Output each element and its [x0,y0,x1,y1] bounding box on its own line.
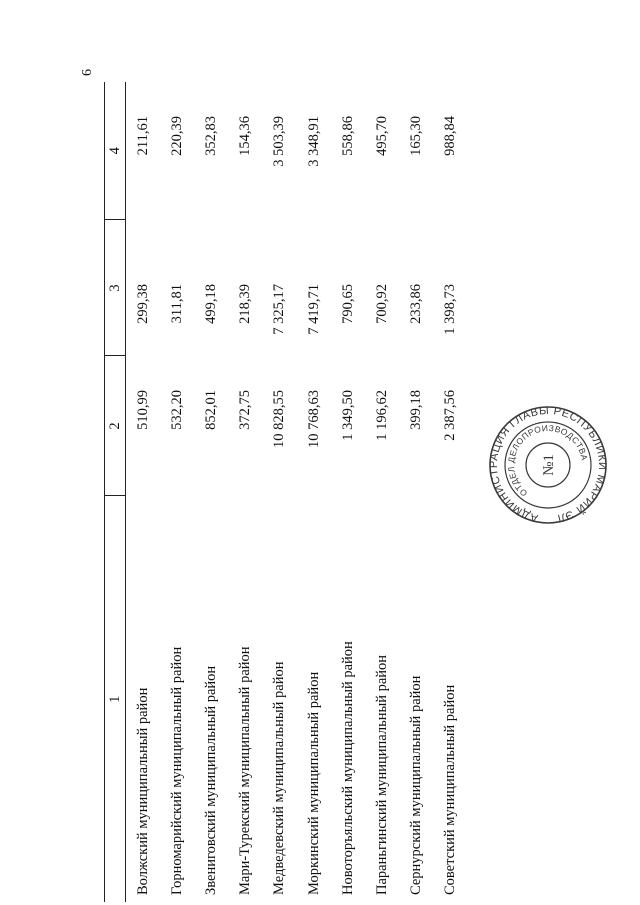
budget-table [104,82,468,902]
table-row [365,82,399,902]
district-name-cell: Сернурский муниципальный район [408,675,425,895]
district-name-cell: Горномарийский муниципальный район [168,646,185,895]
column-2-value-cell: 532,20 [168,390,185,430]
district-name-cell: Моркинский муниципальный район [305,671,322,895]
column-3-value-cell: 790,65 [339,284,356,324]
table-row [331,82,365,902]
column-3-value-cell: 299,38 [134,284,151,324]
district-name-cell: Советский муниципальный район [442,684,459,895]
district-name-cell: Звениговский муниципальный район [202,665,219,895]
stamp-center-text: №1 [541,454,557,476]
column-header-3: 3 [105,220,126,356]
official-stamp [488,405,608,525]
page-number: 6 [80,69,95,76]
column-2-value-cell: 10 768,63 [305,390,322,448]
column-4-value-cell: 495,70 [373,116,390,156]
table-row [126,82,161,902]
table-row [194,82,228,902]
district-name-cell: Волжский муниципальный район [134,687,151,895]
column-3-value-cell: 7 419,71 [305,284,322,335]
column-2-value-cell: 1 196,62 [373,390,390,441]
budget-table-container [104,82,459,902]
column-2-value-cell: 372,75 [237,390,254,430]
stamp-inner-text: ОТДЕЛ ДЕЛОПРОИЗВОДСТВА [505,422,590,499]
column-2-value-cell: 1 349,50 [339,390,356,441]
column-4-value-cell: 165,30 [408,116,425,156]
column-4-value-cell: 3 503,39 [271,116,288,167]
column-3-value-cell: 233,86 [408,284,425,324]
column-3-value-cell: 311,81 [168,284,185,324]
table-header-row [105,82,126,902]
column-4-value-cell: 352,83 [202,116,219,156]
column-2-value-cell: 399,18 [408,390,425,430]
column-3-value-cell: 700,92 [373,284,390,324]
table-row [434,82,468,902]
column-3-value-cell: 7 325,17 [271,284,288,335]
table-row [400,82,434,902]
column-4-value-cell: 220,39 [168,116,185,156]
column-header-4: 4 [105,82,126,220]
table-row [229,82,263,902]
column-3-value-cell: 218,39 [237,284,254,324]
column-2-value-cell: 510,99 [134,390,151,430]
table-row [297,82,331,902]
column-4-value-cell: 558,86 [339,116,356,156]
column-4-value-cell: 3 348,91 [305,116,322,167]
stamp-outer-text: АДМИНИСТРАЦИЯ ГЛАВЫ РЕСПУБЛИКИ МАРИЙ ЭЛ [488,405,608,525]
district-name-cell: Параньгинский муниципальный район [373,654,390,895]
column-header-2: 2 [105,356,126,496]
district-name-cell: Медведевский муниципальный район [271,661,288,895]
column-2-value-cell: 10 828,55 [271,390,288,448]
table-row [263,82,297,902]
column-3-value-cell: 499,18 [202,284,219,324]
table-row [160,82,194,902]
district-name-cell: Новоторъяльский муниципальный район [339,641,356,895]
column-2-value-cell: 2 387,56 [442,390,459,441]
column-4-value-cell: 211,61 [134,116,151,156]
district-name-cell: Мари-Турекский муниципальный район [237,646,254,895]
column-2-value-cell: 852,01 [202,390,219,430]
column-4-value-cell: 988,84 [442,116,459,156]
column-3-value-cell: 1 398,73 [442,284,459,335]
column-4-value-cell: 154,36 [237,116,254,156]
column-header-1: 1 [105,496,126,902]
